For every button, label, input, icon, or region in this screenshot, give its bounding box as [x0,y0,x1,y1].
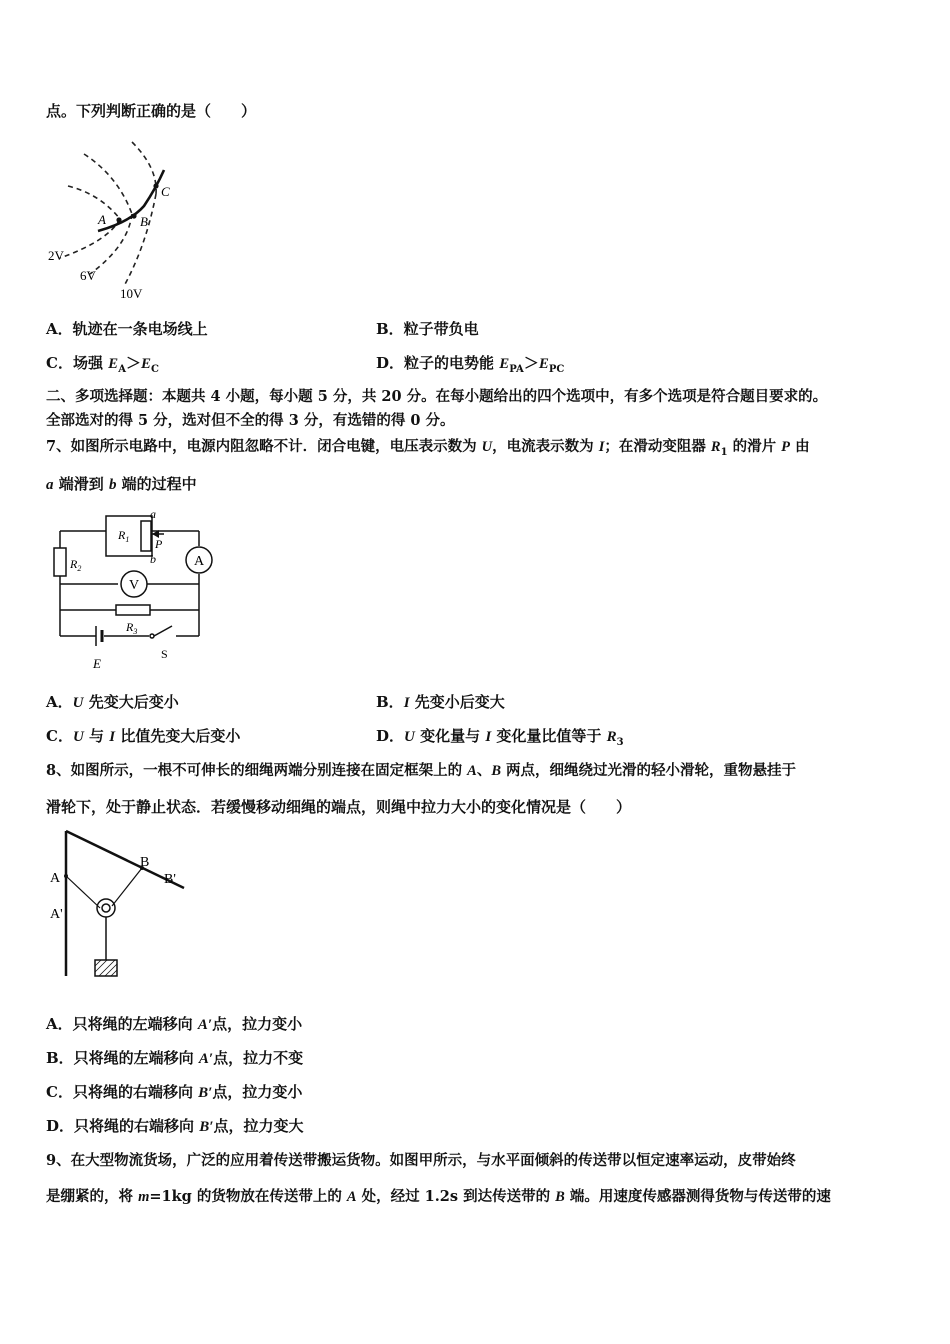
pulley-figure [44,826,194,986]
label-R3: $R_3$ [126,620,138,636]
section2-heading: 二、多项选择题：本题共 4 小题，每小题 5 分，共 20 分。在每小题给出的四个选项中，有多个选项是符合题目要求的。 [46,388,828,405]
label-A: A [50,871,61,886]
q7-stem-line1: 7、如图所示电路中，电源内阻忽略不计．闭合电键，电压表示数为 U，电流表示数为 I；在滑动变阻器 $R_1$ 的滑片 P 由 [46,438,810,458]
label-A-prime: A' [50,907,63,922]
label-C: C [161,184,170,199]
q9-stem-line1: 9、在大型物流货场，广泛的应用着传送带搬运货物。如图甲所示，与水平面倾斜的传送带以恒定速率运动，皮带始终 [46,1152,796,1169]
q9-stem-line2: 是绷紧的，将 m=1kg 的货物放在传送带上的 A 处，经过 1.2s 到达传送带的 B 端。用速度传感器测得货物与传送带的速 [46,1188,831,1205]
label-b: b [150,552,156,566]
label-R2: $R_2$ [70,557,82,573]
q6-option-a: A．轨迹在一条电场线上 [46,320,208,338]
label-6V: 6V [80,268,96,283]
q8-stem-line2: 滑轮下，处于静止状态．若缓慢移动细绳的端点，则绳中拉力大小的变化情况是（ ） [46,798,632,816]
q8-option-a: A．只将绳的左端移向 A′点，拉力变小 [46,1015,303,1033]
q6-option-c: C．场强 $E_A>E_C$ [46,354,159,375]
label-E: E [93,656,101,671]
q7-stem-line2: a 端滑到 b 端的过程中 [46,475,197,493]
label-V: V [129,578,140,593]
label-2V: 2V [48,248,64,263]
label-S: S [161,647,168,661]
label-A: A [98,212,106,227]
q7-option-a: A．U 先变大后变小 [46,693,179,711]
circuit-figure [44,506,224,676]
q8-stem-line1: 8、如图所示，一根不可伸长的细绳两端分别连接在固定框架上的 A、B 两点，细绳绕过光滑的轻小滑轮，重物悬挂于 [46,762,797,779]
section2-rule: 全部选对的得 5 分，选对但不全的得 3 分，有选错的得 0 分。 [46,412,455,429]
label-10V: 10V [120,286,143,301]
q8-option-b: B．只将绳的左端移向 A′点，拉力不变 [46,1049,304,1067]
q6-option-d: D．粒子的电势能 $E_{PA}>E_{PC}$ [376,354,565,375]
q7-option-b: B．I 先变小后变大 [376,693,505,711]
label-R1: $R_1$ [118,528,130,544]
label-B: B [140,214,148,229]
q6-stem-tail: 点。下列判断正确的是（ ） [46,102,257,120]
label-P: P [155,537,163,551]
q7-option-d: D．U 变化量与 I 变化量比值等于 $R_3$ [376,727,624,748]
label-a: a [150,507,156,521]
q7-option-c: C．U 与 I 比值先变大后变小 [46,727,241,745]
label-B: B [140,855,150,870]
label-B-prime: B' [164,872,176,887]
q6-option-b: B．粒子带负电 [376,320,479,338]
q8-option-c: C．只将绳的右端移向 B′点，拉力变小 [46,1083,303,1101]
label-ammeter: A [194,554,205,569]
q8-option-d: D．只将绳的右端移向 B′点，拉力变大 [46,1117,304,1135]
equipotential-figure [40,136,190,306]
